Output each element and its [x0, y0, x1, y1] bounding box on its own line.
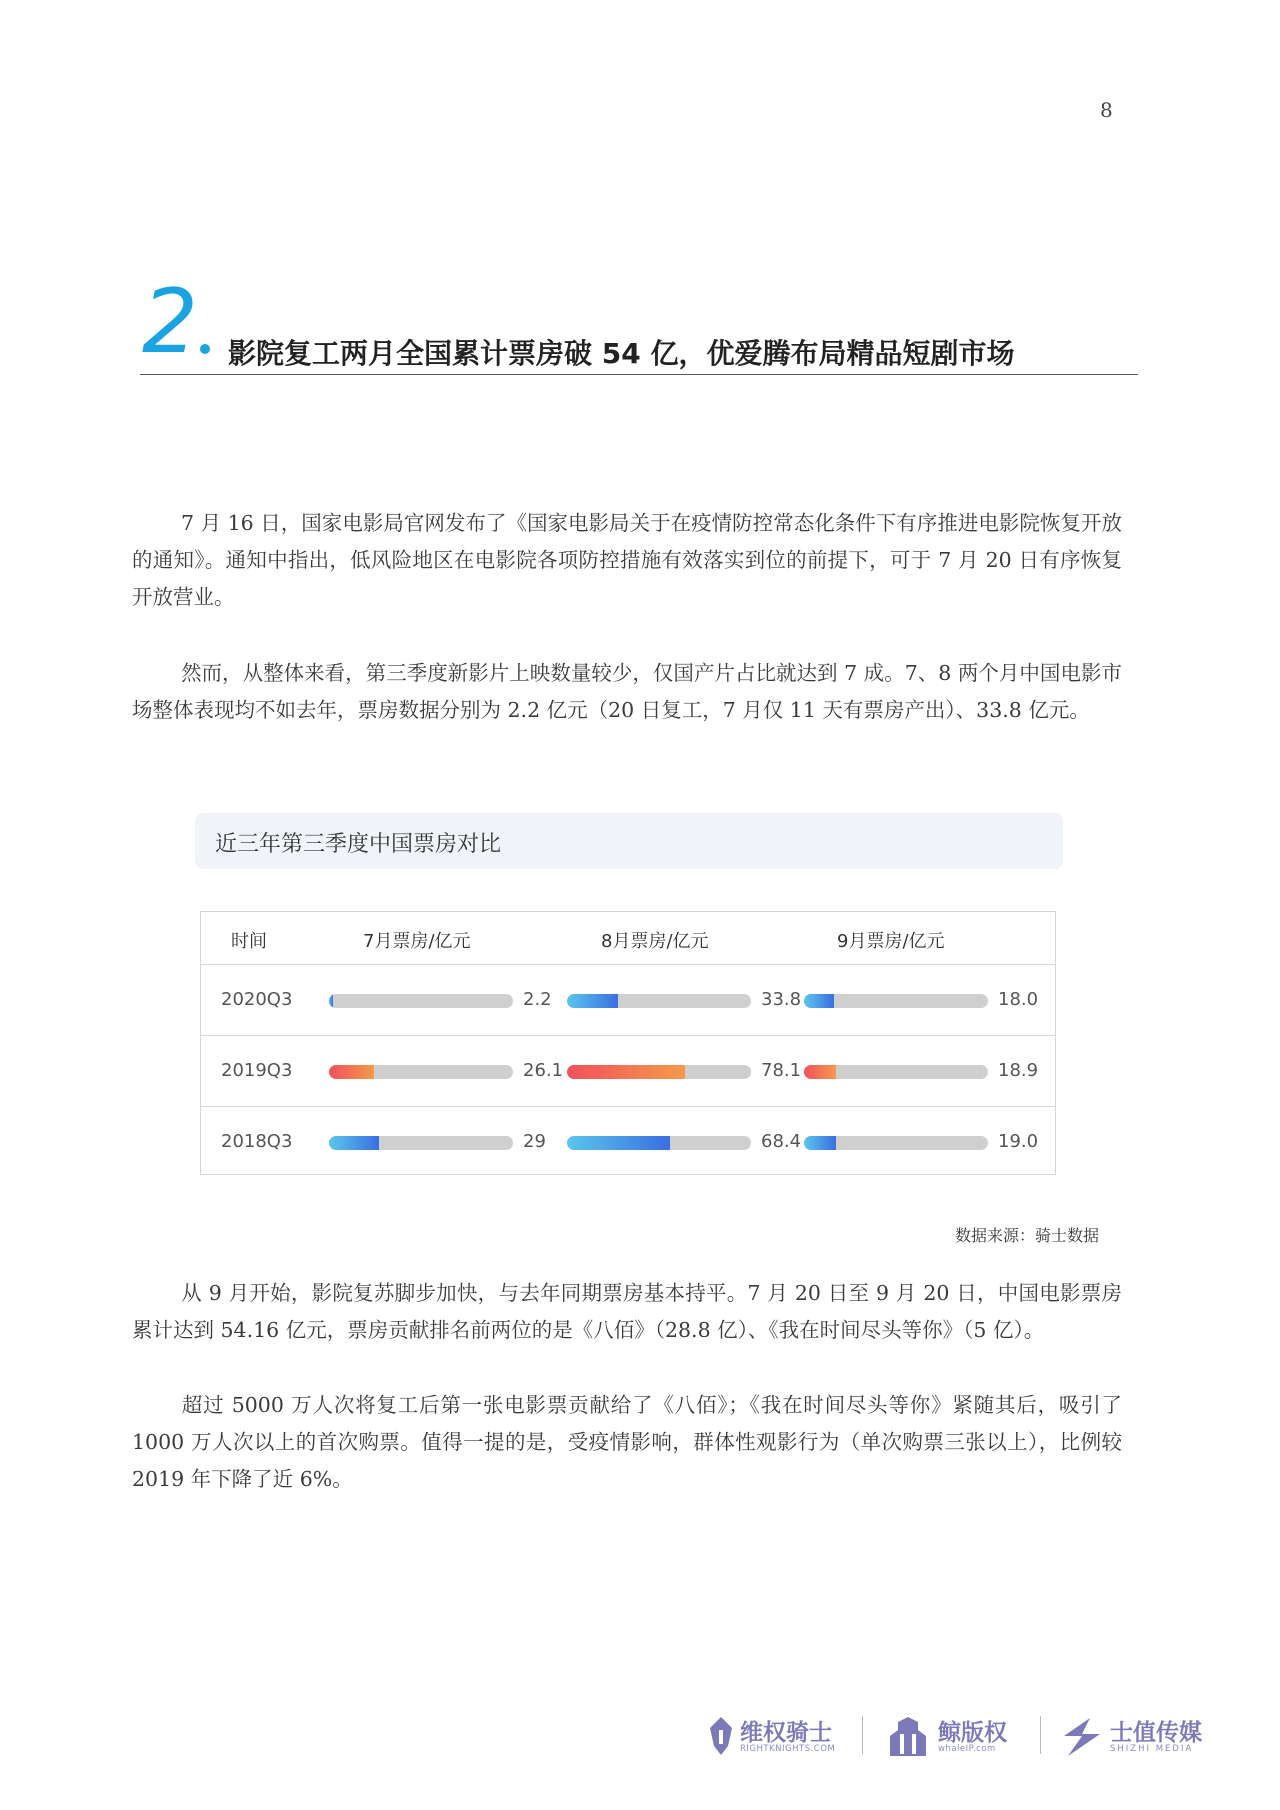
- bar-track: [804, 994, 988, 1008]
- bar-track: [567, 1065, 751, 1079]
- shizhi-s-icon: [1060, 1716, 1104, 1758]
- bar-fill: [804, 1065, 836, 1079]
- bar-fill: [567, 1065, 685, 1079]
- section-number-dot: [200, 344, 210, 354]
- bar-track: [329, 1136, 513, 1150]
- column-header-september: 9月票房/亿元: [837, 931, 945, 952]
- bar-fill: [567, 1136, 670, 1150]
- table-row: [201, 1107, 1055, 1177]
- bar-value: 33.8: [761, 989, 802, 1010]
- logo-name: 维权骑士: [740, 1720, 832, 1746]
- bar-value: 18.0: [998, 989, 1039, 1010]
- bar-track: [329, 1065, 513, 1079]
- bar-value: 2.2: [523, 989, 552, 1010]
- paragraph-2: 然而，从整体来看，第三季度新影片上映数量较少，仅国产片占比就达到 7 成。7、8 两个月中国电影市场整体表现均不如去年，票房数据分别为 2.2 亿元（20 日复工，7 月仅 11 天有票房产出）、33.8 亿元。: [132, 661, 1122, 722]
- bar-fill: [567, 994, 618, 1008]
- bar-fill: [329, 1065, 374, 1079]
- bar-value: 78.1: [761, 1060, 802, 1081]
- section-number: 2: [142, 270, 196, 373]
- bar-value: 29: [523, 1131, 546, 1152]
- column-header-july: 7月票房/亿元: [363, 931, 471, 952]
- bar-value: 26.1: [523, 1060, 564, 1081]
- logo-divider: [862, 1716, 863, 1754]
- table-header: [201, 912, 1055, 965]
- logo-divider: [1040, 1716, 1041, 1754]
- box-office-table: [200, 911, 1056, 1175]
- table-row: [201, 1036, 1055, 1107]
- bar-fill: [329, 994, 333, 1008]
- bar-track: [567, 994, 751, 1008]
- logo-subtitle: SHIZHI MEDIA: [1110, 1744, 1194, 1754]
- logo-name: 士值传媒: [1110, 1720, 1202, 1746]
- bar-fill: [804, 1136, 836, 1150]
- column-header-period: 时间: [231, 931, 267, 952]
- bar-track: [804, 1136, 988, 1150]
- table-row: [201, 965, 1055, 1036]
- bar-value: 19.0: [998, 1131, 1039, 1152]
- bar-track: [804, 1065, 988, 1079]
- logo-subtitle: whaleIP.com: [938, 1744, 996, 1754]
- bar-value: 18.9: [998, 1060, 1039, 1081]
- knight-pen-icon: [708, 1716, 734, 1756]
- logo-shizhi-media: [1060, 1706, 1228, 1766]
- bar-track: [329, 994, 513, 1008]
- bar-fill: [329, 1136, 379, 1150]
- footer-logos: [708, 1706, 1228, 1766]
- bar-fill: [804, 994, 834, 1008]
- paragraph-1: 7 月 16 日，国家电影局官网发布了《国家电影局关于在疫情防控常态化条件下有序推进电影院恢复开放的通知》。通知中指出，低风险地区在电影院各项防控措施有效落实到位的前提下，可于 7 月 20 日有序恢复开放营业。: [132, 511, 1122, 609]
- paragraph-4: 超过 5000 万人次将复工后第一张电影票贡献给了《八佰》；《我在时间尽头等你》紧随其后，吸引了 1000 万人次以上的首次购票。值得一提的是，受疫情影响，群体性观影行为（单次购票三张以上），比例较 2019 年下降了近 6%。: [132, 1393, 1122, 1491]
- section-title: 影院复工两月全国累计票房破 54 亿，优爱腾布局精品短剧市场: [228, 337, 1015, 370]
- bar-track: [567, 1136, 751, 1150]
- data-source-note: 数据来源：骑士数据: [955, 1226, 1100, 1245]
- logo-name: 鲸版权: [938, 1720, 1007, 1746]
- page-number: 8: [1100, 98, 1113, 122]
- building-icon: [886, 1716, 930, 1758]
- logo-subtitle: RIGHTKNIGHTS.COM: [740, 1744, 836, 1754]
- section-heading: [140, 270, 1138, 375]
- logo-whaleip: [886, 1706, 1026, 1766]
- paragraph-3: 从 9 月开始，影院复苏脚步加快，与去年同期票房基本持平。7 月 20 日至 9 月 20 日，中国电影票房累计达到 54.16 亿元，票房贡献排名前两位的是《八佰》（28.8 亿）、《我在时间尽头等你》（5 亿）。: [132, 1281, 1122, 1342]
- row-period: 2019Q3: [221, 1060, 293, 1081]
- bar-value: 68.4: [761, 1131, 802, 1152]
- logo-rightknights: [708, 1706, 848, 1766]
- row-period: 2018Q3: [221, 1131, 293, 1152]
- row-period: 2020Q3: [221, 989, 293, 1010]
- chart-title: 近三年第三季度中国票房对比: [215, 832, 502, 857]
- column-header-august: 8月票房/亿元: [601, 931, 709, 952]
- chart-title-bar: [195, 813, 1063, 869]
